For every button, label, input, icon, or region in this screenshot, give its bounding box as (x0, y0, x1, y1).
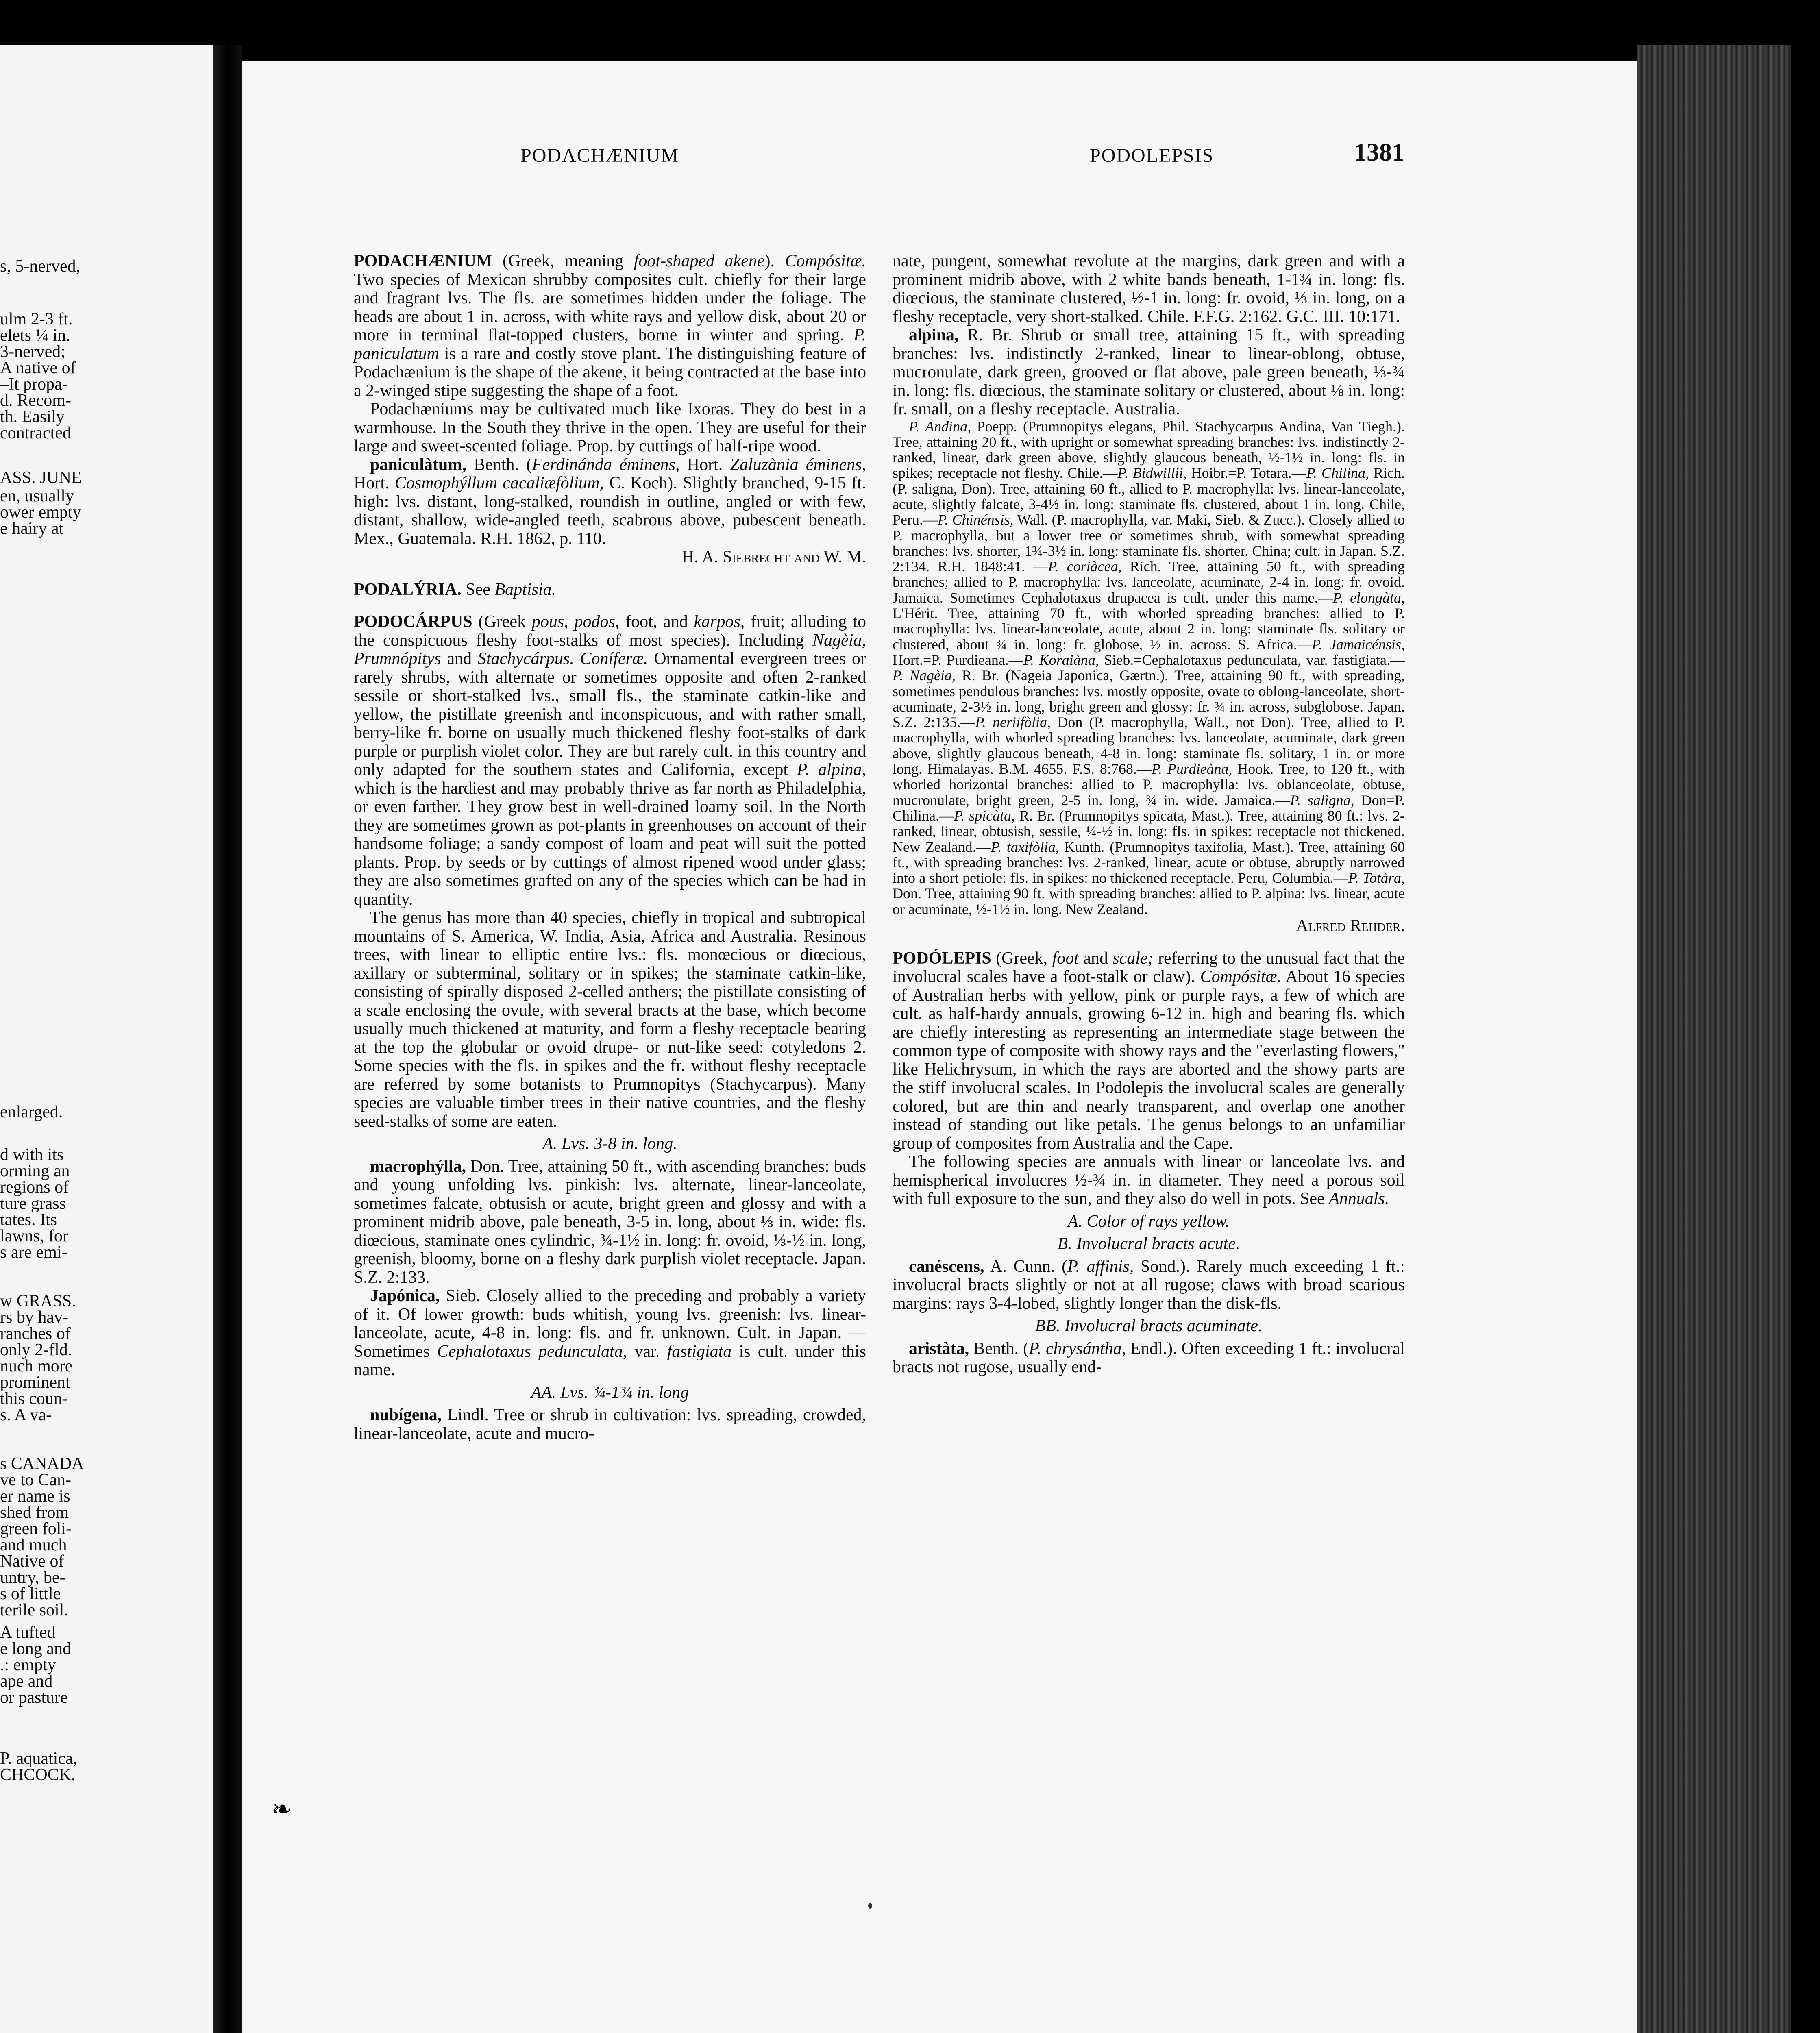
ink-speck (868, 1903, 872, 1909)
col1-paragraph: A. Lvs. 3-8 in. long. (542, 1134, 677, 1153)
left-page-line: green foli- (0, 1519, 72, 1538)
col1-paragraph: PODACHÆNIUM (Greek, meaning foot-shaped akene). Compósitæ. Two species of Mexican shrubby composites cult. chiefly for their large and fragrant lvs. The fls. are sometimes hidden under the foliage. The heads are about 1 in. across, with white rays and yellow disk, about 20 or more in terminal flat-topped clusters, borne in winter and spring. P. paniculatum is a rare and costly stove plant. The distinguishing feature of Podachænium is the shape of the akene, it being contracted at the base into a 2-winged stipe suggesting the shape of a foot. (354, 252, 866, 400)
left-page-line: CHCOCK. (0, 1765, 76, 1784)
col1-paragraph: nubígena, Lindl. Tree or shrub in cultivation: lvs. spreading, crowded, linear-lanceolate, acute and mucro- (354, 1406, 866, 1443)
col1-paragraph: PODOCÁRPUS (Greek pous, podos, foot, and karpos, fruit; alluding to the conspicuous fleshy foot-stalks of most species). Including Nagèia, Prumnópitys and Stachycárpus. Coníferæ. Ornamental evergreen trees or rarely shrubs, with alternate or sometimes opposite and often 2-ranked sessile or short-stalked lvs., small fls., the staminate catkin-like and yellow, the pistillate greenish and inconspicuous, and with rather small, berry-like fr. borne on usually much thickened fleshy foot-stalks of dark purple or purplish violet color. They are but rarely cult. in this country and only adapted for the southern states and California, except P. alpina, which is the hardiest and may probably thrive as far north as Philadelphia, or even farther. They grow best in well-drained loamy soil. In the North they are sometimes grown as pot-plants in greenhouses on account of their handsome foliage; a sandy compost of loam and peat will suit the potted plants. Prop. by seeds or by cuttings of almost ripened wood under glass; they are also sometimes grafted on any of the species which can be had in quantity. (354, 612, 866, 909)
left-page-line: ape and (0, 1672, 53, 1691)
left-page-line: lawns, for (0, 1227, 68, 1245)
left-page-line: shed from (0, 1503, 69, 1522)
left-page-line: –It propa- (0, 375, 68, 394)
col2-paragraph: A. Color of rays yellow. (1067, 1212, 1230, 1231)
left-page-line: A native of (0, 359, 76, 377)
left-page-line: s. A va- (0, 1406, 52, 1424)
col2-paragraph: alpina, R. Br. Shrub or small tree, attaining 15 ft., with spreading branches: lvs. indistinctly 2-ranked, linear to linear-oblong, obtuse, mucronulate, dark green, grooved or flat above, pale green beneath, ⅓-¾ in. long: fls. diœcious, the staminate solitary or clustered, about ⅛ in. long: fr. small, on a fleshy receptacle. Australia. (893, 326, 1405, 418)
left-page-line: terile soil. (0, 1601, 68, 1619)
left-page-line: prominent (0, 1373, 70, 1392)
left-page-line: and much (0, 1536, 67, 1554)
col1-paragraph: The genus has more than 40 species, chiefly in tropical and subtropical mountains of S. America, W. India, Asia, Africa and Australia. Resinous trees, with linear to elliptic entire lvs.: fls. monœcious or diœcious, axillary or subterminal, solitary or in spikes; the staminate catkin-like, consisting of spirally disposed 2-celled anthers; the pistillate consisting of a scale enclosing the ovule, with several bracts at the base, which become usually much thickened at maturity, and form a fleshy receptacle bearing at the top the globular or ovoid drupe- or nut-like seed: cotyledons 2. Some species with the fls. in spikes and the fr. without fleshy receptacle are referred by some botanists to Prumnopitys (Stachycarpus). Many species are valuable timber trees in their native countries, and the fleshy seed-stalks of some are eaten. (354, 908, 866, 1131)
left-page-line: P. aquatica, (0, 1749, 78, 1768)
running-head-left: PODACHÆNIUM (520, 145, 679, 166)
page-number: 1381 (1354, 139, 1404, 166)
col1-paragraph: Japónica, Sieb. Closely allied to the preceding and probably a variety of it. Of lower growth: buds whitish, young lvs. greenish: lvs. linear-lanceolate, acute, 4-8 in. long: fls. and fr. unknown. Cult. in Japan. —Sometimes Cephalotaxus pedunculata, var. fastigiata is cult. under this name. (354, 1286, 866, 1379)
text-column-left (354, 252, 866, 1443)
left-page-line: er name is (0, 1487, 70, 1506)
left-page-line: rs by hav- (0, 1308, 68, 1327)
ink-smudge: ❧ (272, 1795, 292, 1824)
left-page-line: s of little (0, 1585, 61, 1603)
left-page-line: d with its (0, 1145, 64, 1164)
left-page-line: untry, be- (0, 1568, 65, 1587)
facing-left-page (0, 45, 213, 2033)
left-page-line: only 2-fld. (0, 1341, 72, 1359)
left-page-line: e long and (0, 1639, 71, 1658)
col2-paragraph: BB. Involucral bracts acuminate. (1035, 1317, 1263, 1335)
left-page-line: elets ¼ in. (0, 326, 70, 345)
left-page-line: ASS. JUNE (0, 468, 82, 487)
running-head-right: PODOLEPSIS (1090, 145, 1214, 166)
col2-paragraph: B. Involucral bracts acute. (1057, 1234, 1240, 1253)
col2-paragraph: aristàta, Benth. (P. chrysántha, Endl.). Often exceeding 1 ft.: involucral bracts not rugose, usually end- (893, 1339, 1405, 1376)
col1-paragraph: macrophýlla, Don. Tree, attaining 50 ft., with ascending branches: buds and young unfolding lvs. pinkish: lvs. alternate, linear-lanceolate, sometimes falcate, obtusish or acute, bright green and glossy and with a prominent midrib above, pale beneath, 3-5 in. long, about ⅓ in. wide: fls. diœcious, staminate ones cylindric, ¾-1½ in. long: fr. ovoid, ⅓-½ in. long, greenish, bloomy, borne on a fleshy dark purplish violet receptacle. Japan. S.Z. 2:133. (354, 1157, 866, 1287)
left-page-line: ranches of (0, 1324, 71, 1343)
left-page-line: .: empty (0, 1656, 56, 1674)
left-page-line: s CANADA (0, 1454, 84, 1473)
left-page-line: ve to Can- (0, 1471, 71, 1489)
col1-paragraph: paniculàtum, Benth. (Ferdinánda éminens, Hort. Zaluzània éminens, Hort. Cosmophýllum cacaliæfòlium, C. Koch). Slightly branched, 9-15 ft. high: lvs. distant, long-stalked, roundish in outline, angled or with few, distant, shallow, wide-angled teeth, scabrous above, pubescent beneath. Mex., Guatemala. R.H. 1862, p. 110. (354, 455, 866, 548)
col2-paragraph: PODÓLEPIS (Greek, foot and scale; referring to the unusual fact that the involucral scales have a foot-stalk or claw). Compósitæ. About 16 species of Australian herbs with yellow, pink or purple rays, a few of which are cult. as half-hardy annuals, growing 6-12 in. high and bearing fls. which are chiefly interesting as representing an intermediate stage between the common type of composite with showy rays and the "everlasting flowers," like Helichrysum, in which the rays are aborted and the showy parts are the stiff involucral scales. In Podolepis the involucral scales are generally colored, but are thin and nearly transparent, and overlap one another instead of standing out like petals. The genus belongs to an unfamiliar group of composites from Australia and the Cape. (893, 949, 1405, 1153)
col2-paragraph: P. Andina, Poepp. (Prumnopitys elegans, Phil. Stachycarpus Andina, Van Tiegh.). Tree, attaining 20 ft., with upright or somewhat spreading branches: lvs. indistinctly 2-ranked, linear, dark green above, slightly glaucous beneath, ½-1½ in. long: fls. in spikes; receptacle not fleshy. Chile.—P. Bidwillii, Hoibr.=P. Totara.—P. Chilina, Rich. (P. saligna, Don). Tree, attaining 60 ft., allied to P. macrophylla: lvs. linear-lanceolate, acute, slightly falcate, 3-4½ in. long: staminate fls. clustered, about 1 in. long. Chile, Peru.—P. Chinénsis, Wall. (P. macrophylla, var. Maki, Sieb. & Zucc.). Closely allied to P. macrophylla, but a lower tree or sometimes shrub, with somewhat spreading branches: lvs. shorter, 1¾-3½ in. long: staminate fls. shorter. China; cult. in Japan. S.Z. 2:134. R.H. 1848:41. —P. coriàcea, Rich. Tree, attaining 50 ft., with spreading branches; allied to P. macrophylla: lvs. lanceolate, acuminate, 2-4 in. long: fr. ovoid. Jamaica. Sometimes Cephalotaxus drupacea is cult. under this name.—P. elongàta, L'Hérit. Tree, attaining 70 ft., with whorled spreading branches: allied to P. macrophylla: lvs. linear-lanceolate, acute, about 2 in. long: staminate fls. solitary or clustered, about ¾ in. long: fr. globose, ½ in. across. S. Africa.—P. Jamaicénsis, Hort.=P. Purdieana.—P. Koraiàna, Sieb.=Cephalotaxus pedunculata, var. fastigiata.—P. Nagèia, R. Br. (Nageia Japonica, Gærtn.). Tree, attaining 90 ft., with spreading, sometimes pendulous branches: lvs. mostly opposite, ovate to oblong-lanceolate, short-acuminate, 2-3½ in. long, bright green and glossy: fr. ¾ in. across, subglobose. Japan. S.Z. 2:135.—P. neriifòlia, Don (P. macrophylla, Wall., not Don). Tree, allied to P. macrophylla, with whorled spreading branches: lvs. lanceolate, acuminate, dark green above, slightly glaucous beneath, 4-8 in. long: staminate fls. solitary, 1 in. or more long. Himalayas. B.M. 4655. F.S. 8:768.—P. Purdieàna, Hook. Tree, to 120 ft., with whorled horizontal branches: allied to P. macrophylla: lvs. oblanceolate, obtuse, mucronulate, bright green, 2-5 in. long, ¾ in. wide. Jamaica.—P. salìgna, Don=P. Chilina.—P. spicàta, R. Br. (Prumnopitys spicata, Mast.). Tree, attaining 80 ft.: lvs. 2-ranked, linear, obtusish, sessile, ¼-½ in. long: fls. in spikes: receptacle not thickened. New Zealand.—P. taxifòlia, Kunth. (Prumnopitys taxifolia, Mast.). Tree, attaining 60 ft., with spreading branches: lvs. 2-ranked, linear, acute or obtuse, abruptly narrowed into a short petiole: fls. in spikes: no thickened receptacle. Peru, Columbia.—P. Totàra, Don. Tree, attaining 90 ft. with spreading branches: allied to P. alpina: lvs. linear, acute or acuminate, ½-1½ in. long. New Zealand. (893, 418, 1405, 917)
left-page-line: orming an (0, 1162, 70, 1180)
left-page-line: enlarged. (0, 1103, 63, 1121)
col2-paragraph: The following species are annuals with linear or lanceolate lvs. and hemispherical involucres ½-¾ in. in diameter. They need a porous soil with full exposure to the sun, and they also do well in pots. See Annuals. (893, 1152, 1405, 1208)
book-gutter (213, 45, 242, 2033)
left-page-line: tates. Its (0, 1210, 57, 1229)
page-edges (1637, 45, 1791, 2033)
col2-paragraph: canéscens, A. Cunn. (P. affinis, Sond.). Rarely much exceeding 1 ft.: involucral bracts slightly or not at all rugose; claws with broad scarious margins: rays 3-4-lobed, slightly longer than the disk-fls. (893, 1257, 1405, 1313)
text-column-right (893, 252, 1405, 1377)
left-page-line: s are emi- (0, 1243, 67, 1262)
left-page-line: regions of (0, 1178, 69, 1197)
left-page-line: ower empty (0, 503, 81, 522)
left-page-line: th. Easily (0, 407, 65, 426)
left-page-line: this coun- (0, 1389, 68, 1408)
left-page-line: w GRASS. (0, 1292, 76, 1310)
left-page-line: en, usually (0, 487, 74, 505)
col1-paragraph: PODALÝRIA. See Baptisia. (354, 580, 556, 599)
left-page-line: ture grass (0, 1194, 66, 1213)
left-page-line: Native of (0, 1552, 64, 1571)
col1-paragraph: AA. Lvs. ¾-1¾ in. long (531, 1383, 689, 1402)
col2-paragraph: nate, pungent, somewhat revolute at the margins, dark green and with a prominent midrib above, with 2 white bands beneath, 1-1¾ in. long: fls. diœcious, the staminate clustered, ½-1 in. long: fr. ovoid, ⅓ in. long, on a fleshy receptacle, very short-stalked. Chile. F.F.G. 2:162. G.C. III. 10:171. (893, 252, 1405, 326)
left-page-line: A tufted (0, 1623, 56, 1642)
col2-paragraph: Alfred Rehder. (1296, 916, 1405, 935)
left-page-line: e hairy at (0, 519, 64, 538)
left-page-line: ulm 2-3 ft. (0, 310, 73, 329)
col1-paragraph: Podachæniums may be cultivated much like Ixoras. They do best in a warmhouse. In the South they thrive in the open. They are useful for their large and sweet-scented foliage. Prop. by cuttings of half-ripe wood. (354, 400, 866, 455)
left-page-line: or pasture (0, 1688, 68, 1707)
left-page-line: contracted (0, 424, 71, 442)
left-page-line: 3-nerved; (0, 342, 65, 361)
left-page-line: s, 5-nerved, (0, 257, 81, 276)
col1-paragraph: H. A. Siebrecht and W. M. (681, 548, 866, 566)
left-page-line: d. Recom- (0, 391, 71, 410)
left-page-line: nuch more (0, 1357, 73, 1376)
